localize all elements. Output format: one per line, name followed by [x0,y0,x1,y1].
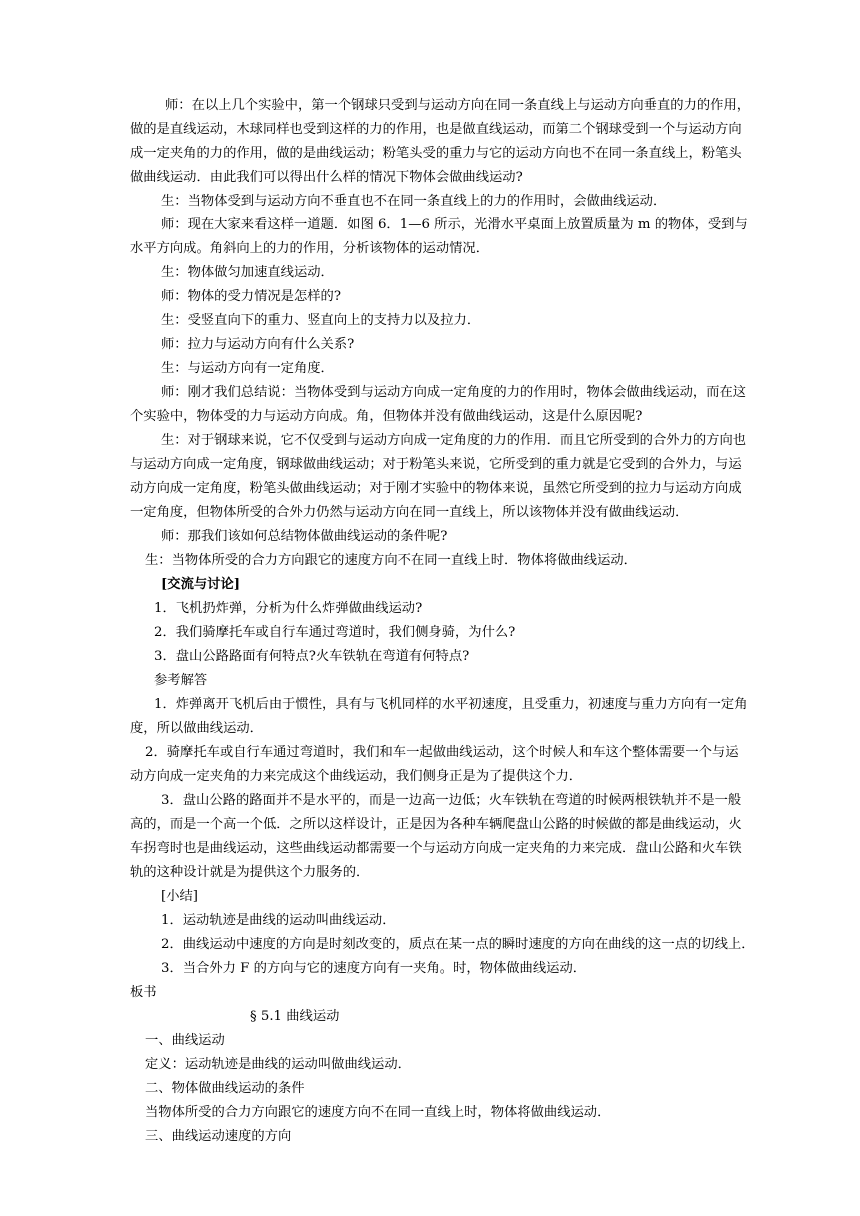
text-line: 板书 [130,985,157,1000]
text-line: 参考解答 [154,673,208,688]
text-line: 生：与运动方向有一定角度． [161,361,334,376]
text-line: 3．当合外力 F 的方向与它的速度方向有一夹角。时，物体做曲线运动． [161,961,587,976]
text-line: 二、物体做曲线运动的条件 [145,1081,305,1096]
text-line: 一定角度，但物体所受的合外力仍然与运动方向在同一直线上，所以该物体并没有做曲线运动． [130,505,689,520]
text-line: 做曲线运动．由此我们可以得出什么样的情况下物体会做曲线运动? [130,170,523,185]
text-line: 成一定夹角的力的作用，做的是曲线运动；粉笔头受的重力与它的运动方向也不在同一条直线上，粉笔头 [130,146,742,161]
text-line: 生：当物体所受的合力方向跟它的速度方向不在同一直线上时．物体将做曲线运动． [145,553,637,568]
text-line: 师：拉力与运动方向有什么关系? [161,337,355,352]
text-line: 2．曲线运动中速度的方向是时刻改变的，质点在某一点的瞬时速度的方向在曲线的这一点的切线上． [161,937,755,952]
text-line: 一、曲线运动 [145,1033,225,1048]
text-line: 动方向成一定夹角的力来完成这个曲线运动，我们侧身正是为了提供这个力． [130,769,583,784]
text-line: 轨的这种设计就是为提供这个力服务的． [130,865,370,880]
text-line: 做的是直线运动，木球同样也受到这样的力的作用，也是做直线运动，而第二个钢球受到一个与运动方向 [130,122,742,137]
text-line: 车拐弯时也是曲线运动，这些曲线运动都需要一个与运动方向成一定夹角的力来完成．盘山公路和火车铁 [130,841,742,856]
text-line: 1．飞机扔炸弹，分析为什么炸弹做曲线运动? [154,601,423,616]
text-line: 生：受竖直向下的重力、竖直向上的支持力以及拉力． [161,313,481,328]
text-line: 3．盘山公路的路面并不是水平的，而是一边高一边低；火车铁轨在弯道的时候两根铁轨并不是一般 [161,793,742,808]
text-line: 师：现在大家来看这样一道题．如图 6．1—6 所示，光滑水平桌面上放置质量为 m 的物体，受到与 [161,217,748,232]
text-line: 2．骑摩托车或自行车通过弯道时，我们和车一起做曲线运动，这个时候人和车这个整体需要一个与运 [145,745,739,760]
text-line: 度，所以做曲线运动． [130,721,263,736]
text-line: 1．炸弹离开飞机后由于惯性，具有与飞机同样的水平初速度，且受重力，初速度与重力方向有一定角 [154,697,748,712]
text-line: 生：物体做匀加速直线运动． [161,265,334,280]
text-line: 当物体所受的合力方向跟它的速度方向不在同一直线上时，物体将做曲线运动． [145,1105,611,1120]
text-line: 与运动方向成一定角度，钢球做曲线运动；对于粉笔头来说，它所受到的重力就是它受到的合外力，与运 [130,457,742,472]
text-line: 3．盘山公路路面有何特点?火车铁轨在弯道有何特点? [154,649,470,664]
text-line: 个实验中，物体受的力与运动方向成。角，但物体并没有做曲线运动，这是什么原因呢? [130,409,643,424]
text-line: 师：刚才我们总结说：当物体受到与运动方向成一定角度的力的作用时，物体会做曲线运动，而在这 [161,385,747,400]
text-line: 动方向成一定角度，粉笔头做曲线运动；对于刚才实验中的物体来说，虽然它所受到的拉力与运动方向成 [130,481,742,496]
text-line: 水平方向成。角斜向上的力的作用，分析该物体的运动情况． [130,241,490,256]
text-line: [小结] [161,889,198,904]
text-line: 师：物体的受力情况是怎样的? [161,289,341,304]
text-line: 三、曲线运动速度的方向 [145,1129,292,1144]
text-line: [交流与讨论] [161,577,241,592]
text-line: 高的，而是一个高一个低．之所以这样设计，正是因为各种车辆爬盘山公路的时候做的都是曲线运动，火 [130,817,742,832]
text-line: 生：对于钢球来说，它不仅受到与运动方向成一定角度的力的作用．而且它所受到的合外力的方向也 [161,433,747,448]
text-line: 生：当物体受到与运动方向不垂直也不在同一条直线上的力的作用时，会做曲线运动． [161,194,667,209]
text-line: 师：那我们该如何总结物体做曲线运动的条件呢? [161,529,448,544]
text-line: 2．我们骑摩托车或自行车通过弯道时，我们侧身骑，为什么? [154,625,516,640]
text-line: 定义：运动轨迹是曲线的运动叫做曲线运动． [145,1057,411,1072]
text-line: 1．运动轨迹是曲线的运动叫曲线运动． [161,913,396,928]
text-line: § 5.1 曲线运动 [250,1009,340,1024]
text-line: 师：在以上几个实验中，第一个钢球只受到与运动方向在同一条直线上与运动方向垂直的力的作用， [165,98,751,113]
